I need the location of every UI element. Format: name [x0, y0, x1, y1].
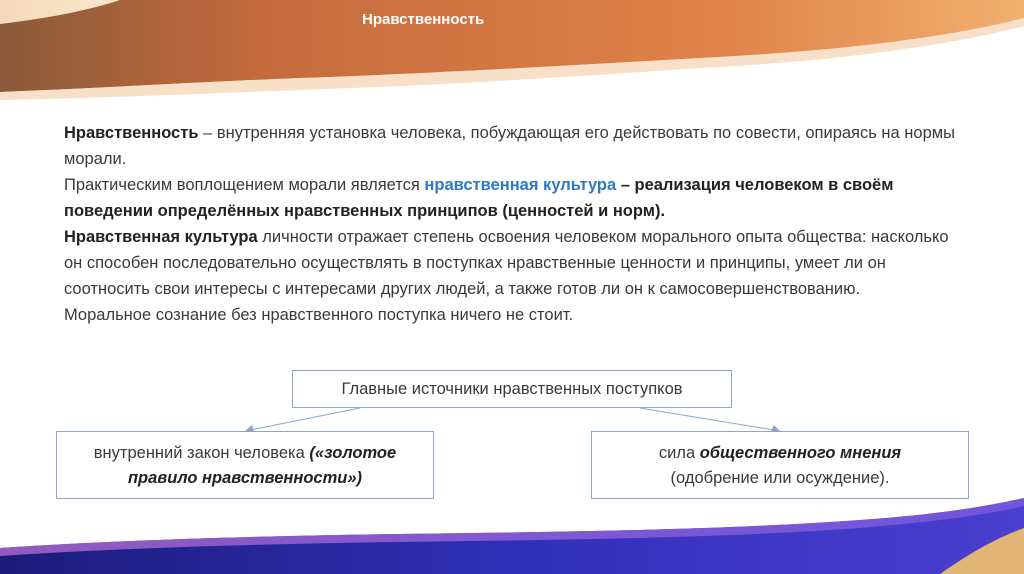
- diagram-right-box: [591, 431, 969, 499]
- culture-paragraph: [64, 172, 964, 224]
- body-text: [64, 120, 964, 328]
- left-box-plain: внутренний закон человека: [93, 444, 310, 462]
- definition-paragraph: [64, 120, 964, 172]
- right-box-emphasis: общественного мнения: [699, 444, 902, 462]
- diagram-left-box: [56, 431, 434, 499]
- culture-definition: – реализация человеком в своём поведении определённых нравственных принципов (ценностей и норм).: [64, 176, 894, 220]
- right-box-plain: сила: [658, 444, 700, 462]
- term-morality: Нравственность: [64, 124, 199, 142]
- culture-intro: Практическим воплощением морали является: [64, 176, 425, 194]
- term-moral-culture: нравственная культура: [424, 176, 617, 194]
- term-moral-culture-2: Нравственная культура: [64, 228, 258, 246]
- definition-text: – внутренняя установка человека, побуждающая его действовать по совести, опираясь на нормы морали.: [64, 124, 955, 168]
- personal-culture-text: личности отражает степень освоения человеком морального опыта общества: насколько он способен последовательно осуществлять в поступках нравственные ценности и принципы, умеет ли он соотносить свои интересы с интересами других людей, а также готов ли он к самосовершенствованию.: [64, 228, 949, 298]
- conclusion-paragraph: Моральное сознание без нравственного поступка ничего не стоит.: [64, 306, 574, 324]
- diagram-root-box: Главные источники нравственных поступков: [292, 370, 732, 408]
- personal-culture-paragraph: [64, 224, 964, 302]
- left-box-emphasis: («золотое правило нравственности»): [127, 444, 397, 487]
- right-box-tail: (одобрение или осуждение).: [670, 469, 890, 487]
- slide-title: Нравственность: [362, 11, 485, 28]
